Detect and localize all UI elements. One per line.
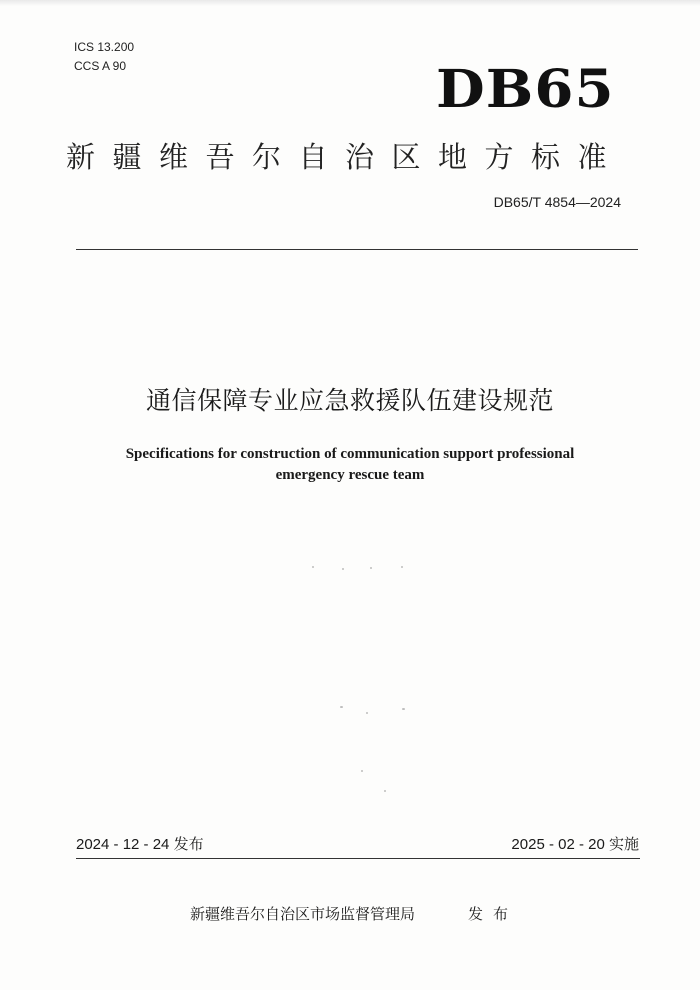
scan-speck	[384, 790, 386, 792]
english-title-line-1: Specifications for construction of communication support professional	[125, 446, 575, 462]
english-title-line-2: emergency rescue team	[275, 467, 425, 483]
standard-number: DB65/T 4854—2024	[493, 194, 621, 210]
header-divider	[76, 249, 638, 250]
scan-speck	[401, 566, 403, 568]
issue-date: 2024 - 12 - 24 发布	[76, 836, 204, 853]
scan-speck	[366, 712, 368, 714]
document-title-chinese: 通信保障专业应急救援队伍建设规范	[145, 386, 554, 415]
scan-speck	[361, 770, 363, 772]
document-title-english	[90, 444, 610, 486]
classification-codes	[74, 38, 134, 76]
db65-logo: DB65	[436, 59, 615, 120]
implementation-date: 2025 - 02 - 20 实施	[511, 836, 639, 853]
ics-code: ICS 13.200	[74, 40, 135, 54]
publish-label: 发布	[468, 905, 519, 923]
scan-speck	[402, 708, 405, 710]
scan-speck	[340, 706, 343, 708]
scan-edge-shadow	[0, 0, 700, 6]
scan-speck	[312, 566, 314, 568]
scan-speck	[370, 567, 372, 569]
ccs-code: CCS A 90	[74, 59, 127, 73]
standard-category-title: 新疆维吾尔自治区地方标准	[66, 140, 625, 174]
date-divider	[76, 858, 640, 859]
publishing-authority: 新疆维吾尔自治区市场监督管理局	[190, 905, 416, 923]
scan-speck	[342, 568, 344, 570]
